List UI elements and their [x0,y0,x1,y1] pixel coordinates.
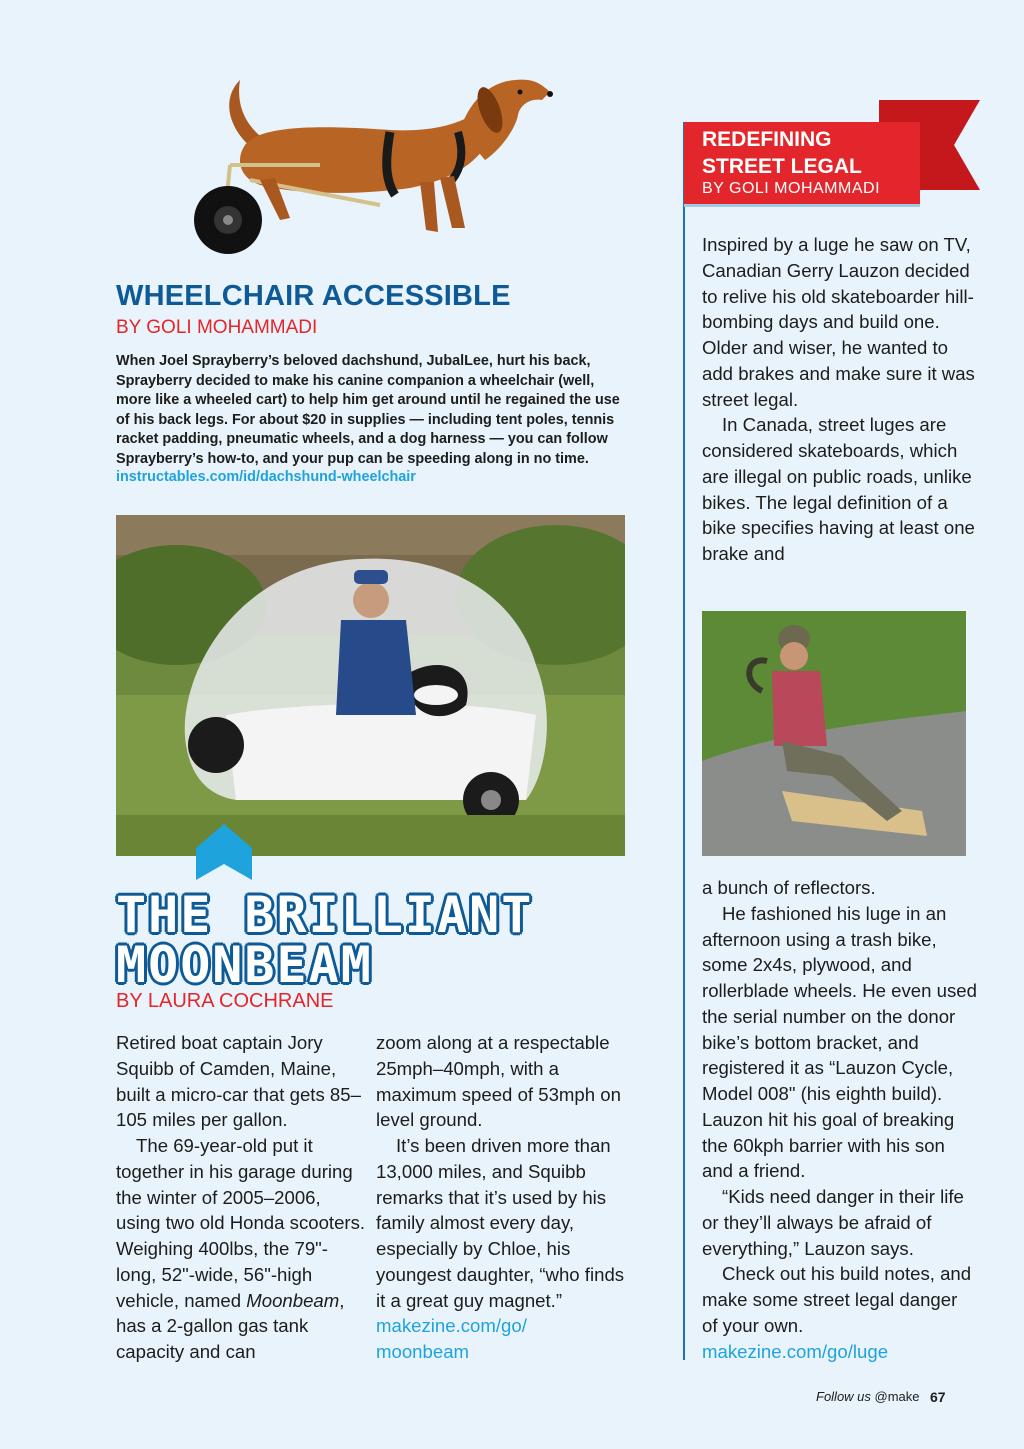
wheelchair-title: WHEELCHAIR ACCESSIBLE [116,280,511,312]
luge-title [702,126,862,180]
moonbeam-paragraph-3: zoom along at a respectable 25mph–40mph, with a maximum speed of 53mph on level ground. [376,1032,621,1131]
luge-paragraph-1: Inspired by a luge he saw on TV, Canadian Gerry Lauzon decided to relive his old skateboarder hill-bombing days and build one. Older and wiser, he wanted to add brakes and make sure it was street legal. [702,234,975,410]
moonbeam-column-2 [376,1030,636,1365]
moonbeam-paragraph-4: It’s been driven more than 13,000 miles, and Squibb remarks that it’s used by his family almost every day, especially by Chloe, his youngest daughter, “who finds it a great guy magnet.” [376,1135,625,1311]
up-arrow-icon [194,822,254,882]
luge-photo [702,611,966,856]
luge-title-line1: REDEFINING [702,128,832,151]
wheelchair-byline: BY GOLI MOHAMMADI [116,317,318,338]
footer-handle[interactable]: @make [874,1389,920,1404]
moonbeam-paragraph-2-a: The 69-year-old put it together in his garage during the winter of 2005–2006, using two old Honda scooters. Weighing 400lbs, the 79"-long, 52"-wide, 56"-high vehicle, named [116,1135,366,1311]
moonbeam-paragraph-1: Retired boat captain Jory Squibb of Camden, Maine, built a micro-car that gets 85–105 miles per gallon. [116,1032,361,1131]
moonbeam-link[interactable] [376,1313,636,1365]
wheelchair-link[interactable]: instructables.com/id/dachshund-wheelchair [116,469,416,485]
moonbeam-paragraph-2 [116,1133,366,1365]
moonbeam-title [116,886,596,994]
footer-follow [816,1389,920,1404]
luge-link[interactable]: makezine.com/go/luge [702,1340,889,1362]
page-number: 67 [930,1389,946,1405]
luge-paragraph-4: “Kids need danger in their life or they’ll always be afraid of everything,” Lauzon says. [702,1186,964,1259]
moonbeam-title-line2: MOONBEAM [116,936,373,994]
luge-paragraph-2-cont: a bunch of reflectors. [702,877,876,898]
moonbeam-link-part2[interactable]: moonbeam [376,1341,470,1362]
luge-title-line2: STREET LEGAL [702,155,862,178]
luge-column-top [702,232,977,567]
luge-paragraph-3: He fashioned his luge in an afternoon using a trash bike, some 2x4s, plywood, and rollerblade wheels. He even used the serial number on the donor bike’s bottom bracket, and registered it as “Lauzon Cycle, Model 008" (his eighth build). Lauzon hit his goal of breaking the 60kph barrier with his son and a friend. [702,902,977,1182]
dachshund-wheelchair-photo [190,70,570,270]
footer-follow-label: Follow us [816,1389,875,1404]
luge-byline: BY GOLI MOHAMMADI [702,180,881,197]
moonbeam-byline: BY LAURA COCHRANE [116,990,334,1012]
moonbeam-link-part1[interactable]: makezine.com/go/ [376,1315,527,1337]
column-rule [683,122,685,1360]
luge-paragraph-5: Check out his build notes, and make some street legal danger of your own. [702,1263,972,1336]
luge-paragraph-2: In Canada, street luges are considered skateboards, which are illegal on public roads, unlike bikes. The legal definition of a bike specifies having at least one brake and [702,414,975,564]
moonbeam-vehicle-name: Moonbeam [246,1289,340,1311]
moonbeam-photo [116,515,625,856]
moonbeam-title-line1: THE BRILLIANT [116,886,534,944]
moonbeam-paragraph-2-b: , has a 2-gallon gas tank capacity and can [116,1289,345,1362]
wheelchair-body: When Joel Sprayberry’s beloved dachshund, JubalLee, hurt his back, Sprayberry decided to make his canine companion a wheelchair (well, more like a wheeled cart) to help him get around until he regained the use of his back legs. For about $20 in supplies — including tent poles, tennis racket padding, pneumatic wheels, and a dog harness — you can follow Sprayberry’s how-to, and your pup can be speeding along in no time. [116,353,620,467]
luge-column-bottom [702,875,977,1364]
moonbeam-column-1 [116,1030,366,1365]
